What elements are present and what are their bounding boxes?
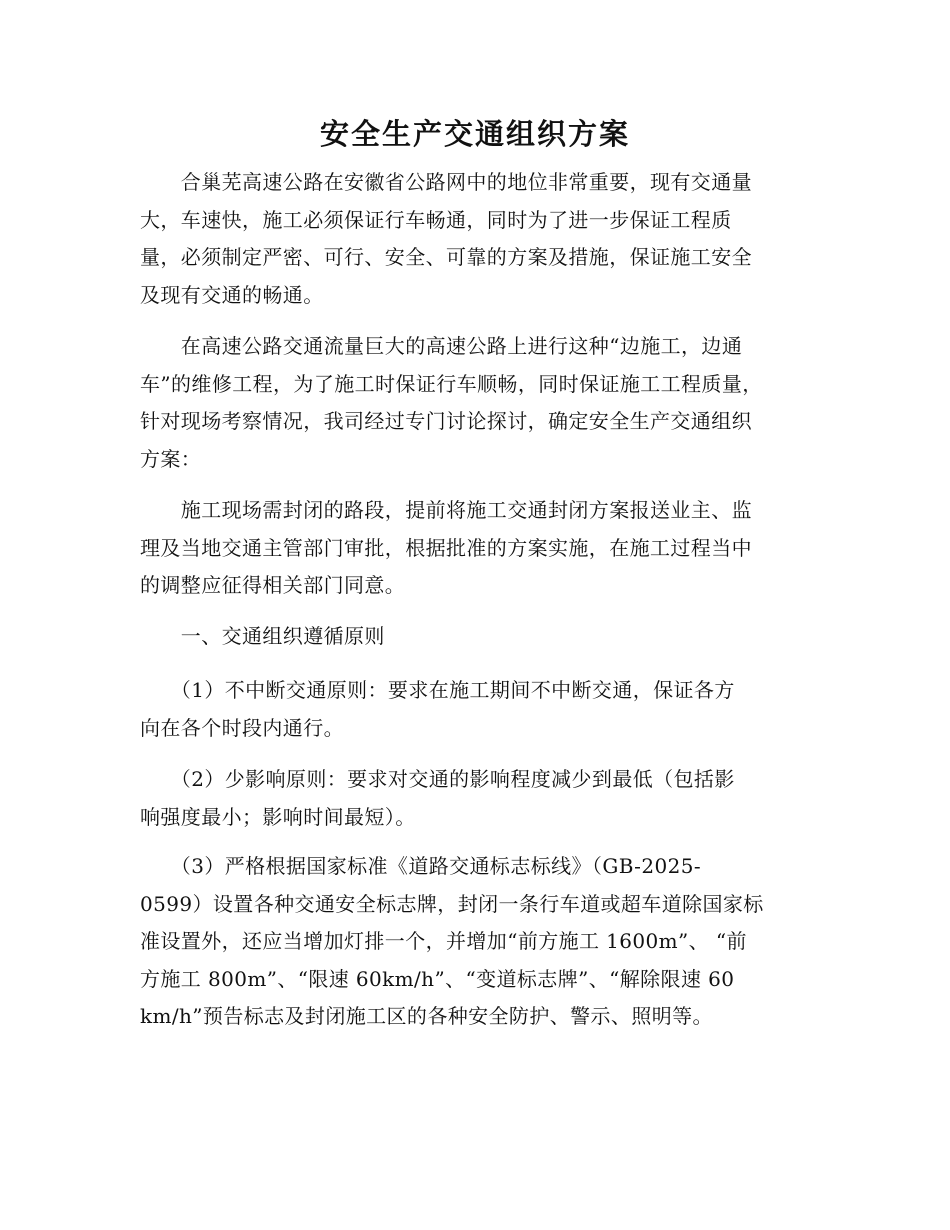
- paragraph-intro: [140, 164, 805, 314]
- paragraph-line: 施工现场需封闭的路段，提前将施工交通封闭方案报送业主、监: [140, 498, 752, 522]
- paragraph-line: 的调整应征得相关部门同意。: [140, 573, 406, 597]
- paragraph-line: 向在各个时段内通行。: [140, 715, 344, 740]
- principle-3: [140, 848, 805, 1036]
- paragraph-line: 合巢芜高速公路在安徽省公路网中的地位非常重要，现有交通量: [140, 170, 752, 194]
- paragraph-line: 大，车速快，施工必须保证行车畅通，同时为了进一步保证工程质: [140, 207, 732, 232]
- paragraph-line: 在高速公路交通流量巨大的高速公路上进行这种“边施工，边通: [140, 334, 743, 358]
- paragraph-line: 方案：: [140, 446, 202, 471]
- paragraph-line: 一、交通组织遵循原则: [140, 624, 385, 648]
- paragraph-approval: [140, 492, 805, 605]
- paragraph-context: [140, 328, 805, 478]
- paragraph-line: （3）严格根据国家标准《道路交通标志标线》（GB-2025-: [140, 854, 701, 878]
- paragraph-line: 方施工 800m”、“限速 60km/h”、“变道标志牌”、“解除限速 60: [140, 966, 735, 991]
- paragraph-line: 0599）设置各种交通安全标志牌，封闭一条行车道或超车道除国家标: [140, 891, 764, 916]
- paragraph-line: 准设置外，还应当增加灯排一个，并增加“前方施工 1600m”、 “前: [140, 929, 747, 953]
- principle-1: [140, 672, 805, 747]
- paragraph-line: 及现有交通的畅通。: [140, 282, 324, 307]
- paragraph-line: 量，必须制定严密、可行、安全、可靠的方案及措施，保证施工安全: [140, 245, 752, 269]
- paragraph-line: 响强度最小；影响时间最短）。: [140, 804, 416, 829]
- paragraph-line: km/h”预告标志及封闭施工区的各种安全防护、警示、照明等。: [140, 1004, 713, 1028]
- principle-2: [140, 761, 805, 836]
- paragraph-line: （1）不中断交通原则：要求在施工期间不中断交通，保证各方: [140, 678, 735, 702]
- paragraph-line: 针对现场考察情况，我司经过专门讨论探讨，确定安全生产交通组织: [140, 409, 752, 433]
- paragraph-line: 车”的维修工程，为了施工时保证行车顺畅，同时保证施工工程质量，: [140, 371, 763, 396]
- paragraph-line: （2）少影响原则：要求对交通的影响程度减少到最低（包括影: [140, 767, 735, 791]
- section-heading: [140, 618, 805, 656]
- paragraph-line: 理及当地交通主管部门审批，根据批准的方案实施，在施工过程当中: [140, 535, 752, 560]
- page-title: 安全生产交通组织方案: [319, 117, 630, 151]
